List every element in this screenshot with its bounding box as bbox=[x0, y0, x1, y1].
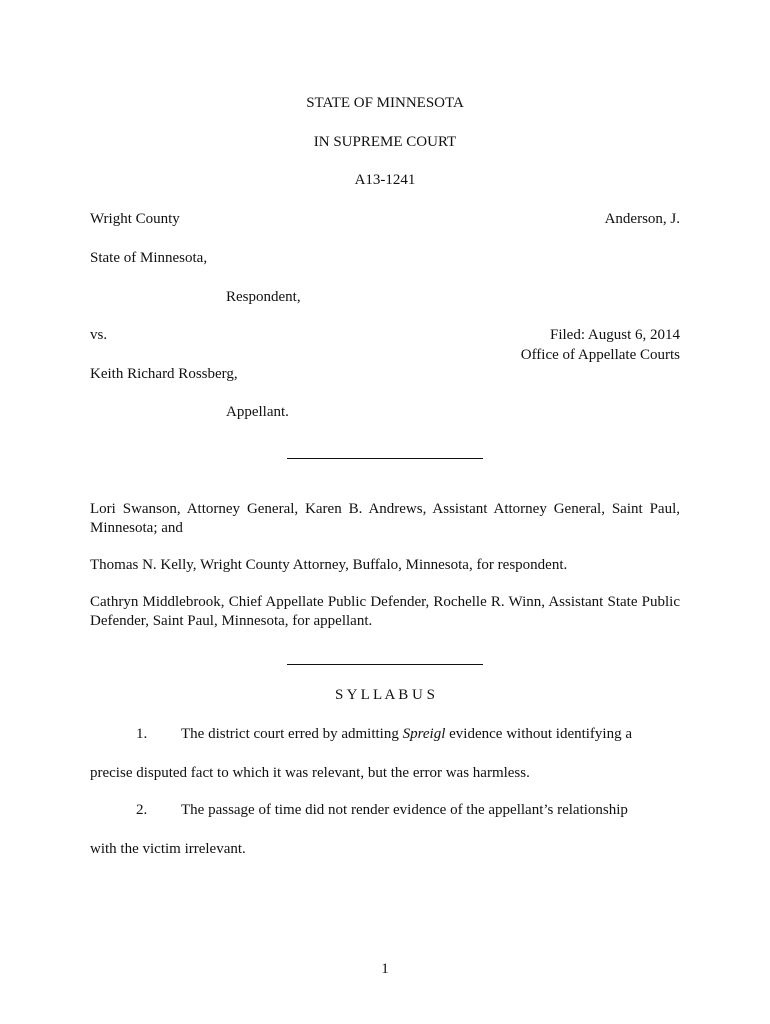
syllabus-item-continuation: precise disputed fact to which it was relevant, but the error was harmless. bbox=[90, 765, 530, 781]
syllabus-item-number: 1. bbox=[136, 726, 148, 742]
case-name-italic: Spreigl bbox=[402, 726, 446, 742]
separator-rule bbox=[287, 664, 483, 665]
syllabus-item-text: The passage of time did not render evidence of the appellant’s relationship bbox=[181, 802, 628, 818]
page-number: 1 bbox=[381, 961, 389, 977]
filed-date: Filed: August 6, 2014 bbox=[549, 327, 680, 343]
separator-rule bbox=[287, 458, 483, 459]
justice-label: Anderson, J. bbox=[604, 211, 680, 227]
respondent-role: Respondent, bbox=[226, 289, 301, 305]
syllabus-text-segment: evidence without identifying a bbox=[445, 726, 633, 742]
syllabus-heading-text: S Y L L A B U S bbox=[335, 687, 435, 703]
syllabus-item-text bbox=[181, 725, 680, 744]
state-heading: STATE OF MINNESOTA bbox=[306, 95, 464, 111]
party-appellant: Keith Richard Rossberg, bbox=[90, 366, 238, 382]
syllabus-item-continuation: with the victim irrelevant. bbox=[90, 841, 246, 857]
syllabus-heading bbox=[0, 686, 770, 705]
party-respondent: State of Minnesota, bbox=[90, 250, 208, 266]
appellant-role: Appellant. bbox=[226, 404, 289, 420]
court-heading: IN SUPREME COURT bbox=[313, 134, 457, 150]
docket-number: A13-1241 bbox=[354, 172, 416, 188]
counsel-paragraph: Cathryn Middlebrook, Chief Appellate Public Defender, Rochelle R. Winn, Assistant State Public Defender, Saint Paul, Minnesota, for appellant. bbox=[90, 594, 680, 629]
county-label: Wright County bbox=[90, 211, 180, 227]
counsel-paragraph: Lori Swanson, Attorney General, Karen B. Andrews, Assistant Attorney General, Saint Paul, Minnesota; and bbox=[90, 501, 680, 536]
counsel-paragraph: Thomas N. Kelly, Wright County Attorney, Buffalo, Minnesota, for respondent. bbox=[90, 557, 568, 573]
office-label: Office of Appellate Courts bbox=[520, 347, 680, 363]
syllabus-text-segment: The district court erred by admitting bbox=[181, 726, 403, 742]
syllabus-item-number: 2. bbox=[136, 802, 148, 818]
versus-label: vs. bbox=[90, 327, 108, 343]
